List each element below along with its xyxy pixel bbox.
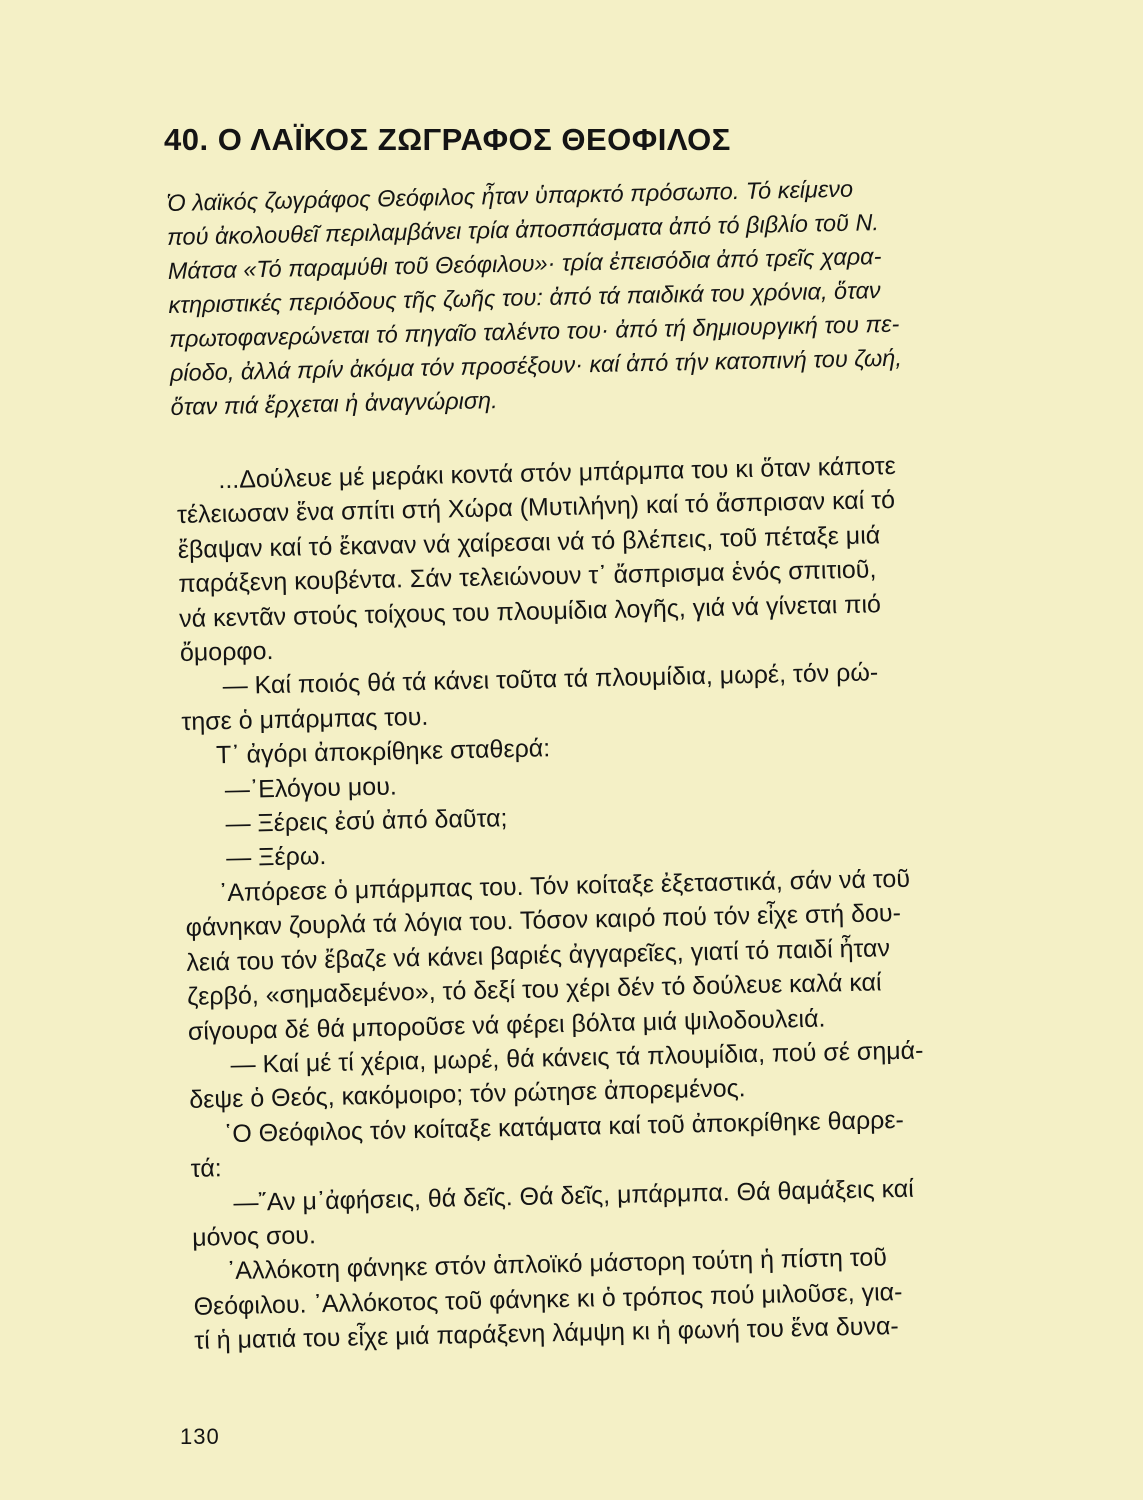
story-line: ᾽Αλλόκοτη φάνηκε στόν ἁπλοϊκό μάστορη τούτη ἡ πίστη τοῦ <box>226 1243 888 1286</box>
story-line: λειά του τόν ἔβαζε νά κάνει βαριές ἀγγαρεῖες, γιατί τό παιδί ἦταν <box>186 933 891 977</box>
story-line: τέλειωσαν ἕνα σπίτι στή Χώρα (Μυτιλήνη) καί τό ἄσπρισαν καί τό <box>176 486 896 530</box>
intro-line: Ὁ λαϊκός ζωγράφος Θεόφιλος ἦταν ὑπαρκτό πρόσωπο. Τό κείμενο <box>166 175 854 216</box>
intro-paragraph <box>166 168 1031 424</box>
story-line: —᾽Ελόγου μου. <box>224 772 398 804</box>
story-line: ζερβό, «σημαδεμένο», τό δεξί του χέρι δέν τό δούλευε καλά καί <box>186 968 882 1011</box>
story-text <box>176 446 1055 1358</box>
story-line: τησε ὁ μπάρμπας του. <box>181 702 429 736</box>
story-line: παράξενη κουβέντα. Σάν τελειώνουν τ᾽ ἄσπρισμα ἑνός σπιτιοῦ, <box>178 555 877 599</box>
story-line: τί ἡ ματιά του εἶχε μιά παράξενη λάμψη κι ἡ φωνή του ἕνα δυνα- <box>194 1312 899 1355</box>
page-number: 130 <box>180 1424 220 1449</box>
intro-line: ρίοδο, ἀλλά πρίν ἀκόμα τόν προσέξουν· καί ἀπό τήν κατοπινή του ζωή, <box>169 344 903 386</box>
story-line: μόνος σου. <box>191 1221 317 1252</box>
story-line: Θεόφιλου. ᾽Αλλόκοτος τοῦ φάνηκε κι ὁ τρόπος πού μιλοῦσε, για- <box>193 1277 903 1321</box>
intro-line: κτηριστικές περιόδους τῆς ζωῆς του: ἀπό τά παιδικά του χρόνια, ὅταν <box>168 277 881 318</box>
story-line: ἔβαψαν καί τό ἔκαναν νά χαίρεσαι νά τό βλέπεις, τοῦ πέταξε μιά <box>177 521 881 564</box>
story-line: δεψε ὁ Θεός, κακόμοιρο; τόν ρώτησε ἀπορεμένος. <box>189 1074 746 1115</box>
story-line: Τ᾽ ἀγόρι ἀποκρίθηκε σταθερά: <box>215 734 551 770</box>
story-line: φάνηκαν ζουρλά τά λόγια του. Τόσον καιρό πού τόν εἶχε στή δου- <box>185 899 902 943</box>
intro-line: πρωτοφανερώνεται τό πηγαῖο ταλέντο του· ἀπό τή δημιουργική του πε- <box>168 310 900 352</box>
chapter-title: 40. Ο ΛΑΪΚΟΣ ΖΩΓΡΑΦΟΣ ΘΕΟΦΙΛΟΣ <box>164 122 731 157</box>
story-line: ...Δούλευε μέ μεράκι κοντά στόν μπάρμπα του κι ὅταν κάποτε <box>218 451 897 495</box>
story-line: ᾽Απόρεσε ὁ μπάρμπας του. Τόν κοίταξε ἐξεταστικά, σάν νά τοῦ <box>218 864 911 908</box>
story-line: σίγουρα δέ θά μποροῦσε νά φέρει βόλτα μιά ψιλοδουλειά. <box>187 1004 826 1046</box>
story-line: — Ξέρεις ἐσύ ἀπό δαῦτα; <box>225 804 508 839</box>
intro-line: Μάτσα «Τό παραμύθι τοῦ Θεόφιλου»· τρία ἐπεισόδια ἀπό τρεῖς χαρα- <box>167 243 882 284</box>
story-line: ὄμορφο. <box>179 637 274 667</box>
intro-line: πού ἀκολουθεῖ περιλαμβάνει τρία ἀποσπάσματα ἀπό τό βιβλίο τοῦ Ν. <box>166 209 880 250</box>
story-line: νά κεντᾶν στούς τοίχους του πλουμίδια λογῆς, γιά νά γίνεται πιό <box>178 589 882 633</box>
story-line: — Καί μέ τί χέρια, μωρέ, θά κάνεις τά πλουμίδια, πού σέ σημά- <box>230 1036 924 1079</box>
story-line: — Καί ποιός θά τά κάνει τοῦτα τά πλουμίδια, μωρέ, τόν ρώ- <box>222 658 879 701</box>
story-line: —῎Αν μ᾽ἀφήσεις, θά δεῖς. Θά δεῖς, μπάρμπα. Θά θαμάξεις καί <box>233 1174 915 1217</box>
story-line: τά: <box>190 1154 222 1183</box>
story-line: ῾Ο Θεόφιλος τόν κοίταξε κατάματα καί τοῦ ἀποκρίθηκε θαρρε- <box>223 1105 905 1148</box>
story-line: — Ξέρω. <box>225 842 327 873</box>
intro-line: ὅταν πιά ἔρχεται ἡ ἀναγνώριση. <box>170 387 498 420</box>
